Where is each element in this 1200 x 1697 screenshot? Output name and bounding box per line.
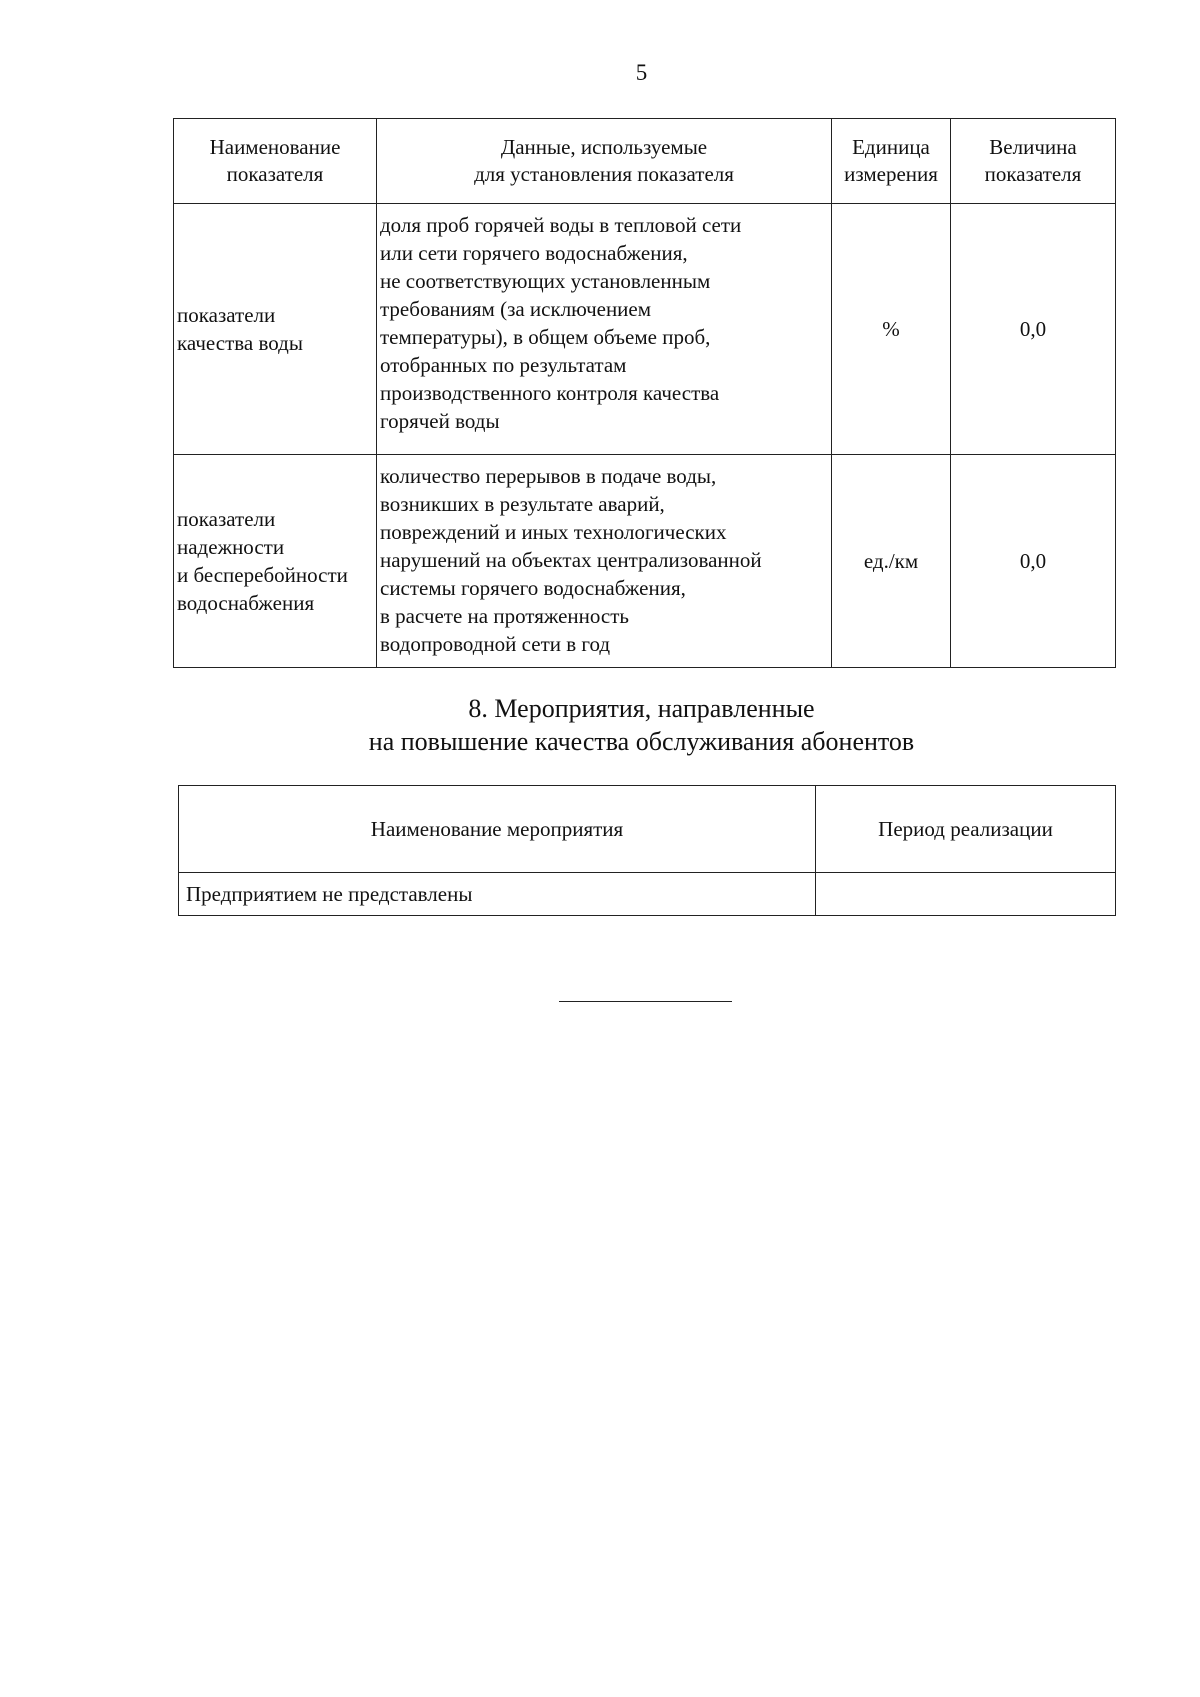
text-line: не соответствующих установленным [380,269,711,293]
end-divider [559,1001,732,1002]
page-number: 5 [635,60,648,85]
header-period: Период реализации [816,786,1116,873]
indicator-source-data [377,455,832,668]
header-line: показателя [984,162,1082,186]
header-line: показателя [226,162,324,186]
text-line: количество перерывов в подаче воды, [380,464,717,488]
text-line: производственного контроля качества [380,381,720,405]
text-line: показатели [177,303,276,327]
header-line: Данные, используемые [500,135,708,159]
measure-name: Предприятием не представлены [179,873,816,916]
indicators-table [173,118,1116,668]
header-line: Единица [852,135,930,159]
indicator-source-data [377,204,832,455]
header-source-data [377,119,832,204]
text-line: горячей воды [380,409,500,433]
text-line: в расчете на протяженность [380,604,629,628]
measure-period [816,873,1116,916]
indicator-value: 0,0 [951,455,1116,668]
header-line: Наименование [209,135,341,159]
indicator-name [174,204,377,455]
text-line: надежности [177,535,285,559]
text-line: нарушений на объектах централизованной [380,548,762,572]
text-line: повреждений и иных технологических [380,520,727,544]
header-line: Величина [989,135,1077,159]
table-header-row [174,119,1116,204]
text-line: возникших в результате аварий, [380,492,665,516]
indicator-name [174,455,377,668]
header-unit [832,119,951,204]
header-line: для установления показателя [474,162,734,186]
header-measure-name: Наименование мероприятия [179,786,816,873]
table-row [179,873,1116,916]
text-line: отобранных по результатам [380,353,627,377]
measures-table [178,785,1116,916]
text-line: системы горячего водоснабжения, [380,576,686,600]
table-row [174,455,1116,668]
text-line: качества воды [177,331,303,355]
text-line: показатели [177,507,276,531]
indicator-value: 0,0 [951,204,1116,455]
text-line: водопроводной сети в год [380,632,611,656]
table-row [174,204,1116,455]
section-title-line: на повышение качества обслуживания абонентов [368,727,915,756]
header-line: измерения [844,162,938,186]
section-title-line: 8. Мероприятия, направленные [468,694,815,723]
section-title [0,692,1200,758]
table-header-row [179,786,1116,873]
indicator-unit: ед./км [832,455,951,668]
header-value [951,119,1116,204]
text-line: водоснабжения [177,591,315,615]
text-line: и бесперебойности [177,563,348,587]
text-line: доля проб горячей воды в тепловой сети [380,213,742,237]
text-line: температуры), в общем объеме проб, [380,325,711,349]
text-line: требованиям (за исключением [380,297,652,321]
indicator-unit: % [832,204,951,455]
text-line: или сети горячего водоснабжения, [380,241,688,265]
header-indicator-name [174,119,377,204]
